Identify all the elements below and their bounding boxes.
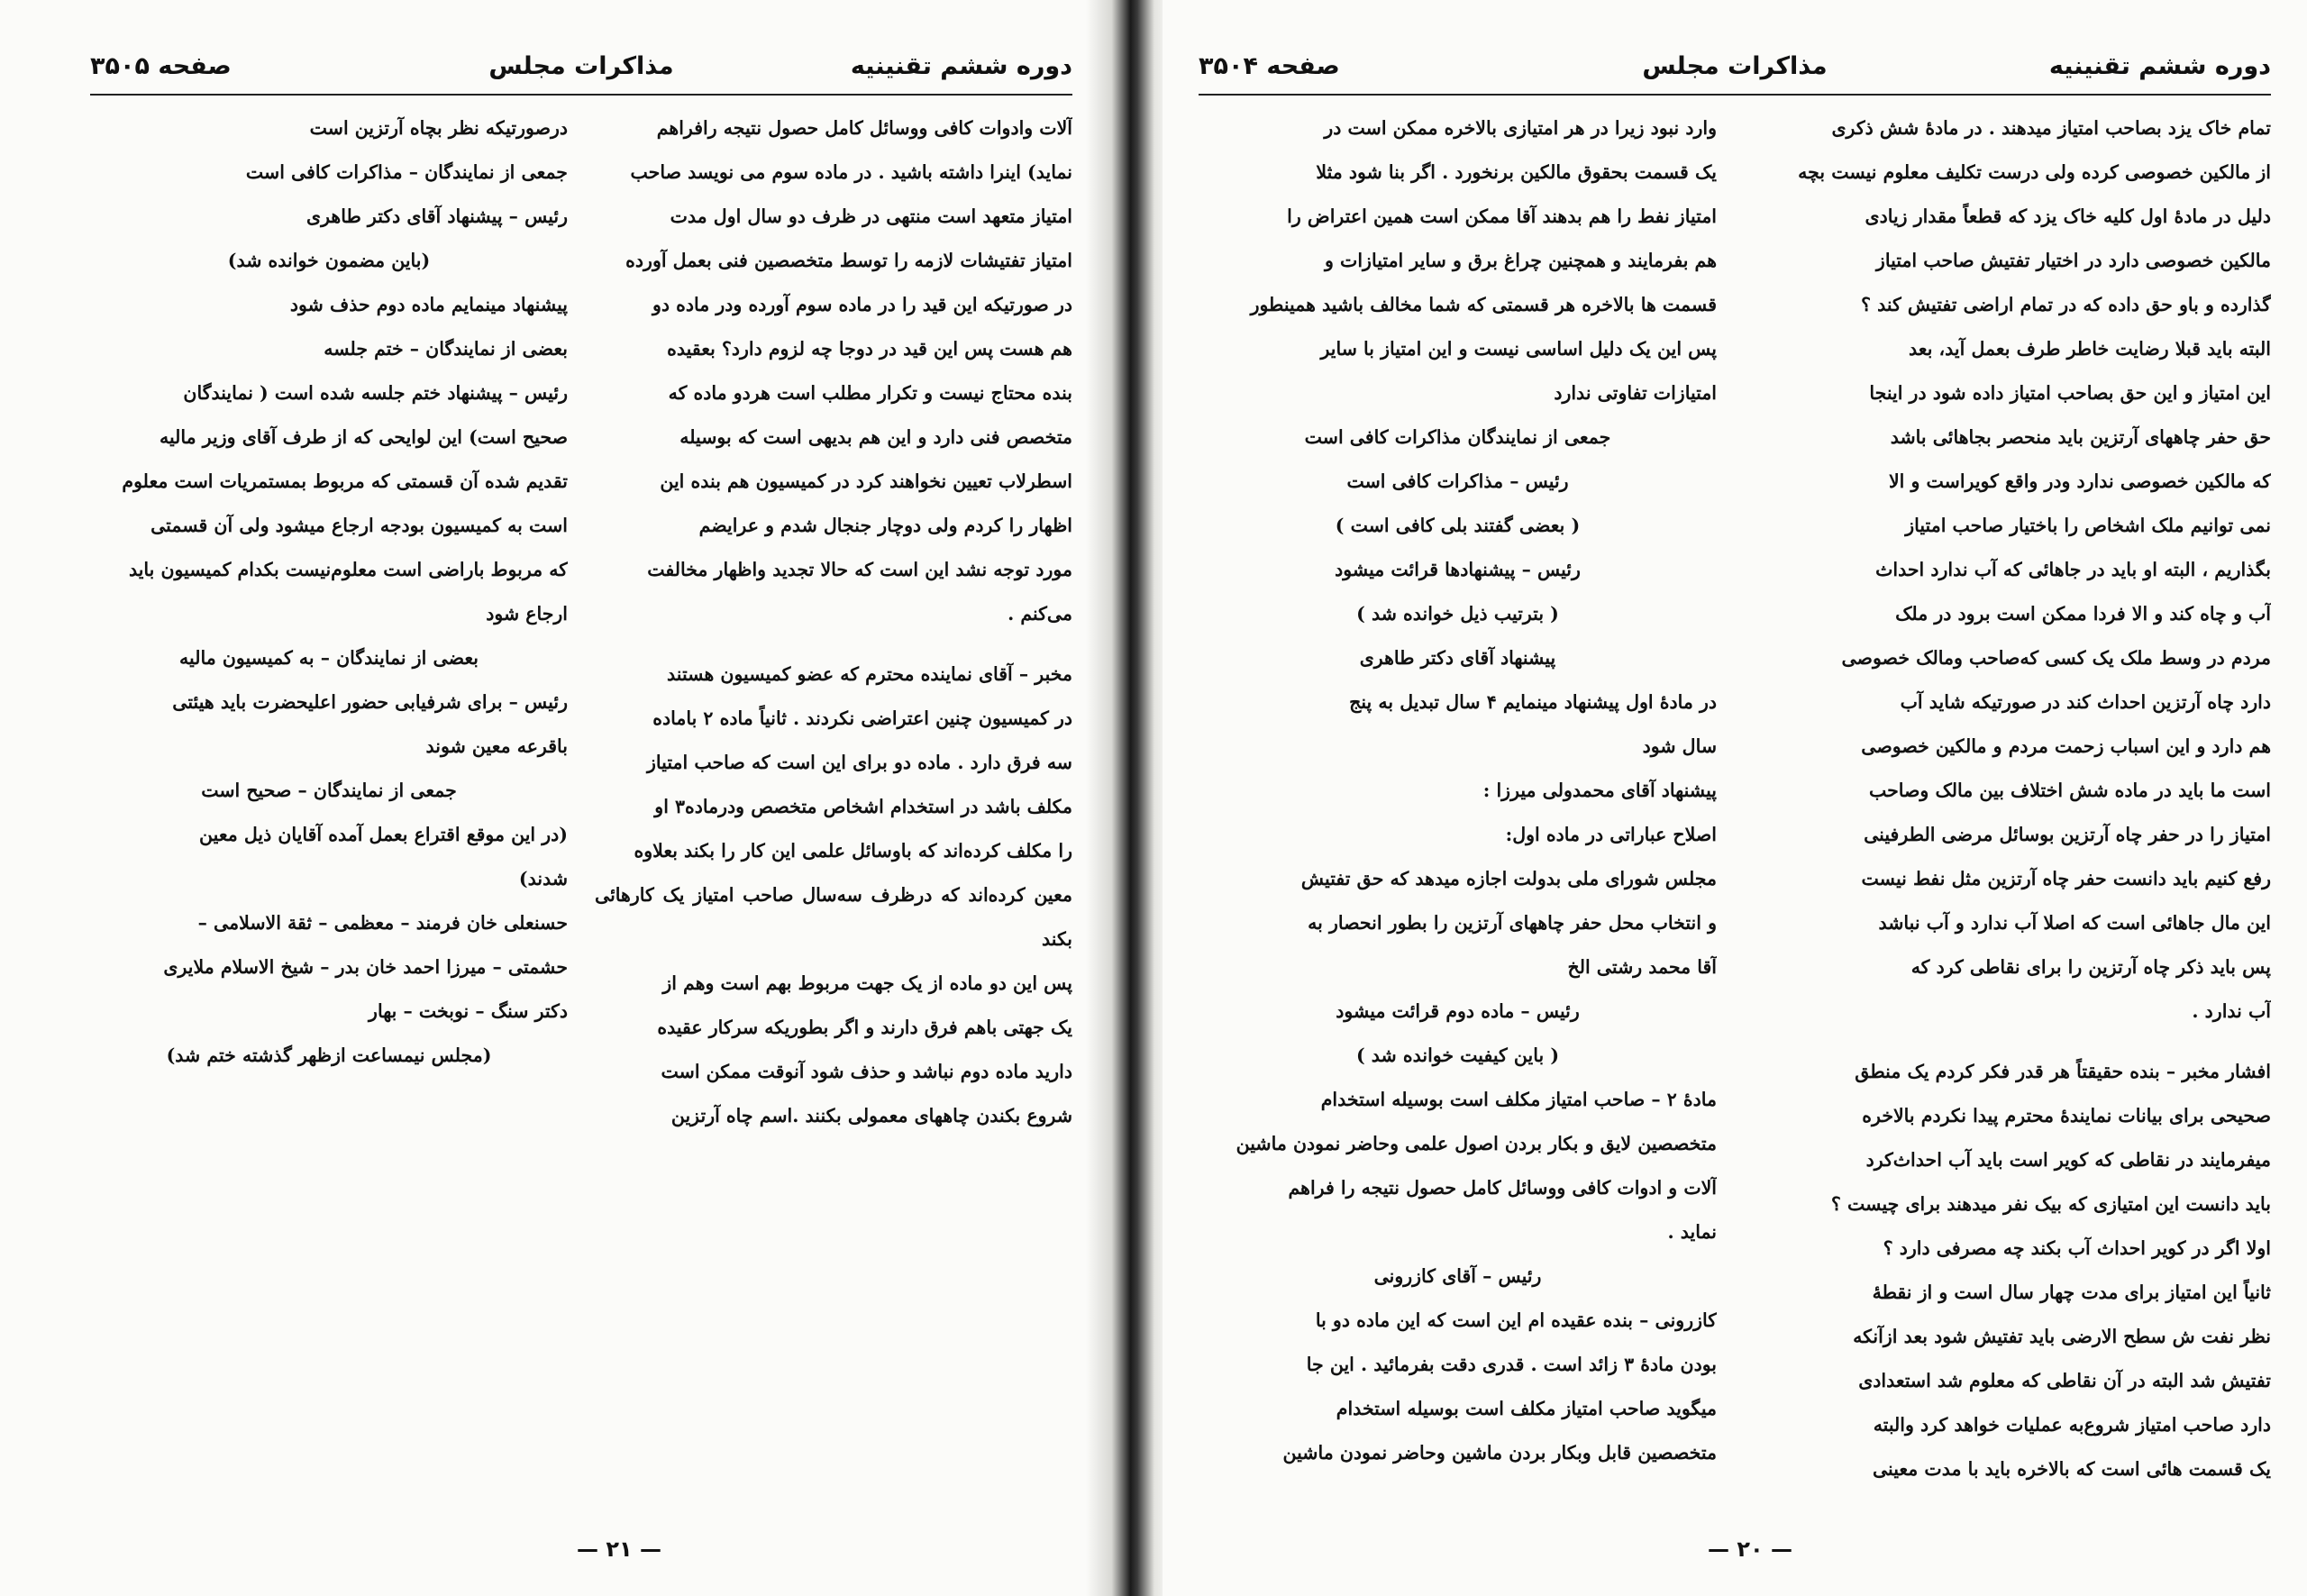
page-number-label: صفحه ۳۵۰۵ — [90, 52, 232, 80]
text-line: سال شود — [1642, 735, 1717, 757]
text-line: افشار مخبر – بنده حقیقتاً هر قدر فکر کردم یک منطق — [1855, 1061, 2271, 1082]
text-line: نمی توانیم ملک اشخاص را باختیار صاحب امتیاز — [1905, 515, 2271, 536]
text-line: جمعی از نمایندگان – مذاکرات کافی است — [245, 161, 568, 183]
text-line: مخبر – آقای نماینده محترم که عضو کمیسیون هستند — [667, 663, 1072, 685]
text-line: متخصصین لایق و بکار بردن اصول علمی وحاضر نمودن ماشین — [1236, 1133, 1717, 1154]
text-line: متخصصین قابل وبکار بردن ماشین وحاضر نمودن ماشین — [1282, 1442, 1717, 1464]
left-page — [0, 0, 1126, 1596]
text-line: که مالکین خصوصی ندارد ودر واقع کویراست و الا — [1888, 470, 2271, 492]
text-line: جمعی از نمایندگان – صحیح است — [201, 780, 457, 801]
book-gutter — [1086, 0, 1172, 1596]
text-line: بودن مادهٔ ۳ زائد است . قدری دقت بفرمائید . این جا — [1306, 1354, 1717, 1375]
text-column-left — [1199, 106, 1717, 1485]
text-line: هم بفرمایند و همچنین چراغ برق و سایر امتیازات و — [1325, 250, 1717, 271]
text-line: جمعی از نمایندگان مذاکرات کافی است — [1304, 426, 1611, 448]
journal-title: مذاکرات مجلس — [1642, 52, 1828, 80]
text-line: بعضی از نمایندگان – به کمیسیون مالیه — [179, 647, 479, 669]
text-line: آب و چاه کند و الا فردا ممکن است برود در ملک — [1895, 603, 2271, 625]
text-line: رئیس – آقای کازرونی — [1373, 1265, 1542, 1287]
text-line: مکلف باشد در استخدام اشخاص متخصص ودرماده۳ او — [654, 796, 1072, 817]
text-line: ( باین کیفیت خوانده شد ) — [1355, 1044, 1560, 1066]
text-line: وارد نبود زیرا در هر امتیازی بالاخره ممکن است در — [1324, 117, 1717, 139]
session-label: دوره ششم تقنینیه — [850, 52, 1072, 80]
text-line: متخصص فنی دارد و این هم بدیهی است که بوسیله — [679, 426, 1072, 448]
text-line: تقدیم شده آن قسمتی که مربوط بمستمریات است معلوم — [122, 470, 568, 492]
text-line: مورد توجه نشد این است که حالا تجدید واظهار مخالفت — [647, 559, 1072, 580]
text-line: دکتر سنگ – نوبخت – بهار — [369, 1000, 568, 1022]
text-line: یک جهتی باهم فرق دارند و اگر بطوریکه سرکار عقیده — [657, 1017, 1072, 1038]
text-line: می‌کنم . — [1008, 603, 1072, 625]
text-line: گذارده و باو حق داده که در تمام اراضی تفتیش کند ؟ — [1861, 294, 2271, 315]
text-line: نماید) اینرا داشته باشید . در ماده سوم می نویسد صاحب — [630, 161, 1072, 183]
text-line: امتیاز نفط را هم بدهند آقا ممکن است همین اعتراض را — [1287, 205, 1717, 227]
text-line: از مالکین خصوصی کرده ولی درست تکلیف معلوم نیست بچه — [1798, 161, 2271, 183]
text-column-right — [1753, 106, 2271, 1485]
text-line: آلات وادوات کافی ووسائل کامل حصول نتیجه رافراهم — [656, 117, 1072, 139]
text-line: بنده محتاج نیست و تکرار مطلب است هردو ماده که — [668, 382, 1072, 404]
text-line: یک قسمت بحقوق مالکین برنخورد . اگر بنا شود مثلا — [1316, 161, 1717, 183]
text-line: هم دارد و این اسباب زحمت مردم و مالکین خصوصی — [1861, 735, 2271, 757]
text-line: رئیس – برای شرفیابی حضور اعلیحضرت باید هیئتی — [172, 691, 568, 713]
text-line: شروع بکندن چاههای معمولی بکنند .اسم چاه آرتزین — [670, 1105, 1072, 1126]
text-line: معین کرده‌اند که درظرف سه‌سال صاحب امتیاز یک کارهائی بکند — [595, 884, 1072, 950]
text-line: پس این یک دلیل اساسی نیست و این امتیاز با سایر — [1320, 338, 1717, 360]
text-line: دارد صاحب امتیاز شروع‌به عملیات خواهد کرد والبته — [1873, 1414, 2271, 1436]
text-column-left — [90, 106, 568, 1485]
text-line: (باین مضمون خوانده شد) — [227, 250, 431, 271]
text-line: رئیس – پیشنهاد آقای دکتر طاهری — [306, 205, 568, 227]
text-line: رئیس – پیشنهاد ختم جلسه شده است ( نمایندگان — [183, 382, 568, 404]
page-number-label: صفحه ۳۵۰۴ — [1199, 52, 1340, 80]
text-line: که مربوط باراضی است معلوم‌نیست بکدام کمیسیون باید — [128, 559, 568, 580]
text-line: مجلس شورای ملی بدولت اجازه میدهد که حق تفتیش — [1300, 868, 1717, 889]
page-folio: — ۲۱ — — [577, 1537, 662, 1562]
text-line: پس باید ذکر چاه آرتزین را برای نقاطی کرد که — [1910, 956, 2271, 978]
text-line: آقا محمد رشتی الخ — [1567, 956, 1717, 978]
text-line: بگذاریم ، البته او باید در جاهائی که آب ندارد احداث — [1875, 559, 2271, 580]
text-line: تمام خاک یزد بصاحب امتیاز میدهند . در مادهٔ شش ذکری — [1831, 117, 2271, 139]
text-line: شدند) — [518, 868, 568, 889]
text-line: این مال جاهائی است که اصلا آب ندارد و آب نباشد — [1878, 912, 2271, 934]
text-line: باید دانست این امتیازی که بیک نفر میدهند برای چیست ؟ — [1831, 1193, 2271, 1215]
text-line: پیشنهاد مینمایم ماده دوم حذف شود — [289, 294, 568, 315]
text-column-right — [595, 106, 1072, 1485]
text-line: (در این موقع اقتراع بعمل آمده آقایان ذیل معین — [199, 824, 568, 845]
text-line: بعضی از نمایندگان – ختم جلسه — [324, 338, 568, 360]
right-page-header — [1199, 43, 2271, 96]
text-line: دلیل در مادهٔ اول کلیه خاک یزد که قطعاً مقدار زیادی — [1865, 205, 2271, 227]
text-line: است ما باید در ماده شش اختلاف بین مالک وصاحب — [1868, 780, 2271, 801]
text-line: رئیس – مذاکرات کافی است — [1346, 470, 1569, 492]
text-line: امتیازات تفاوتی ندارد — [1554, 382, 1717, 404]
text-line: ( بترتیب ذیل خوانده شد ) — [1356, 603, 1559, 625]
text-line: میگوید صاحب امتیاز مکلف است بوسیله استخدام — [1336, 1398, 1717, 1419]
text-line: مردم در وسط ملک یک کسی که‌صاحب ومالک خصوصی — [1841, 647, 2271, 669]
text-line: در صورتیکه این قید را در ماده سوم آورده ودر ماده دو — [652, 294, 1072, 315]
text-line: ثانیاً این امتیاز برای مدت چهار سال است و از نقطهٔ — [1872, 1281, 2271, 1303]
text-line: تفتیش شد البته در آن نقاطی که معلوم شد استعدادی — [1858, 1370, 2271, 1391]
text-line: (مجلس نیمساعت ازظهر گذشته ختم شد) — [166, 1044, 492, 1066]
text-line: یک قسمت هائی است که بالاخره باید با مدت معینی — [1872, 1458, 2271, 1480]
text-line: کازرونی – بنده عقیده ام این است که این ماده دو با — [1315, 1309, 1717, 1331]
text-line: مادهٔ ۲ – صاحب امتیاز مکلف است بوسیله استخدام — [1320, 1089, 1717, 1110]
right-page-columns — [1199, 106, 2271, 1485]
text-line: را مکلف کرده‌اند که باوسائل علمی این کار را بکند بعلاوه — [634, 840, 1072, 862]
text-line: قسمت ها بالاخره هر قسمتی که شما مخالف باشید همینطور — [1250, 294, 1717, 315]
text-line: رئیس – ماده دوم قرائت میشود — [1336, 1000, 1580, 1022]
text-line: هم هست پس این قید در دوجا چه لزوم دارد؟ بعقیده — [667, 338, 1072, 360]
text-line: رفع کنیم باید دانست حفر چاه آرتزین مثل نفط نیست — [1861, 868, 2271, 889]
text-line: اسطرلاب تعیین نخواهند کرد در کمیسیون هم بنده این — [660, 470, 1072, 492]
text-line: ارجاع شود — [486, 603, 568, 625]
text-line: این امتیاز و این حق بصاحب امتیاز داده شود در اینجا — [1869, 382, 2271, 404]
text-line: آلات و ادوات کافی ووسائل کامل حصول نتیجه را فراهم — [1288, 1177, 1717, 1199]
text-line: و انتخاب محل حفر چاههای آرتزین را بطور انحصار به — [1308, 912, 1717, 934]
text-line: امتیاز را در حفر چاه آرتزین بوسائل مرضی الطرفینی — [1864, 824, 2271, 845]
text-line: حق حفر چاههای آرتزین باید منحصر بجاهائی باشد — [1890, 426, 2271, 448]
text-line: در کمیسیون چنین اعتراضی نکردند . ثانیاً ماده ۲ باماده — [652, 707, 1072, 729]
text-line: امتیاز متعهد است منتهی در ظرف دو سال اول مدت — [670, 205, 1072, 227]
text-line: اصلاح عباراتی در ماده اول: — [1505, 824, 1717, 845]
text-line: دارید ماده دوم نباشد و حذف شود آنوقت ممکن است — [661, 1061, 1072, 1082]
text-line: آب ندارد . — [2192, 1000, 2271, 1022]
text-line: درصورتیکه نظر بچاه آرتزین است — [309, 117, 568, 139]
page-folio: — ۲۰ — — [1708, 1537, 1793, 1562]
text-line: پیشنهاد آقای دکتر طاهری — [1359, 647, 1556, 669]
text-line: اظهار را کردم ولی دوچار جنجال شدم و عرایضم — [698, 515, 1072, 536]
text-line: امتیاز تفتیشات لازمه را توسط متخصصین فنی بعمل آورده — [625, 250, 1072, 271]
text-line: نماید . — [1667, 1221, 1717, 1243]
text-line: باقرعه معین شوند — [425, 735, 568, 757]
text-line: مالکین خصوصی دارد در اختیار تفتیش صاحب امتیاز — [1875, 250, 2271, 271]
text-line: در مادهٔ اول پیشنهاد مینمایم ۴ سال تبدیل به پنج — [1349, 691, 1717, 713]
text-line: ( بعضی گفتند بلی کافی است ) — [1335, 515, 1581, 536]
text-line: صحیحی برای بیانات نمایندهٔ محترم پیدا نکردم بالاخره — [1862, 1105, 2271, 1126]
text-line: است به کمیسیون بودجه ارجاع میشود ولی آن قسمتی — [150, 515, 568, 536]
text-line: البته باید قبلا رضایت خاطر طرف بعمل آید، بعد — [1909, 338, 2271, 360]
text-line: پیشنهاد آقای محمدولی میرزا : — [1482, 780, 1717, 801]
text-line: اولا اگر در کویر احداث آب بکند چه مصرفی دارد ؟ — [1883, 1237, 2271, 1259]
text-line: رئیس – پیشنهادها قرائت میشود — [1335, 559, 1581, 580]
journal-title: مذاکرات مجلس — [488, 52, 674, 80]
text-line: حشمتی – میرزا احمد خان بدر – شیخ الاسلام ملایری — [163, 956, 568, 978]
text-line: دارد چاه آرتزین احداث کند در صورتیکه شاید آب — [1900, 691, 2271, 713]
text-line: حسنعلی خان فرمند – معظمی – ثقة الاسلامی – — [197, 912, 568, 934]
text-line: سه فرق دارد . ماده دو برای این است که صاحب امتیاز — [647, 752, 1072, 773]
text-line: پس این دو ماده از یک جهت مربوط بهم است وهم از — [662, 972, 1072, 994]
text-line: میفرمایند در نقاطی که کویر است باید آب احداث‌کرد — [1865, 1149, 2271, 1171]
left-page-header — [90, 43, 1072, 96]
session-label: دوره ششم تقنینیه — [2048, 52, 2271, 80]
text-line: نظر نفت ش سطح الارضی باید تفتیش شود بعد ازآنکه — [1853, 1326, 2271, 1347]
left-page-columns — [90, 106, 1072, 1485]
right-page — [1163, 0, 2307, 1596]
text-line: صحیح است) این لوایحی که از طرف آقای وزیر مالیه — [159, 426, 568, 448]
